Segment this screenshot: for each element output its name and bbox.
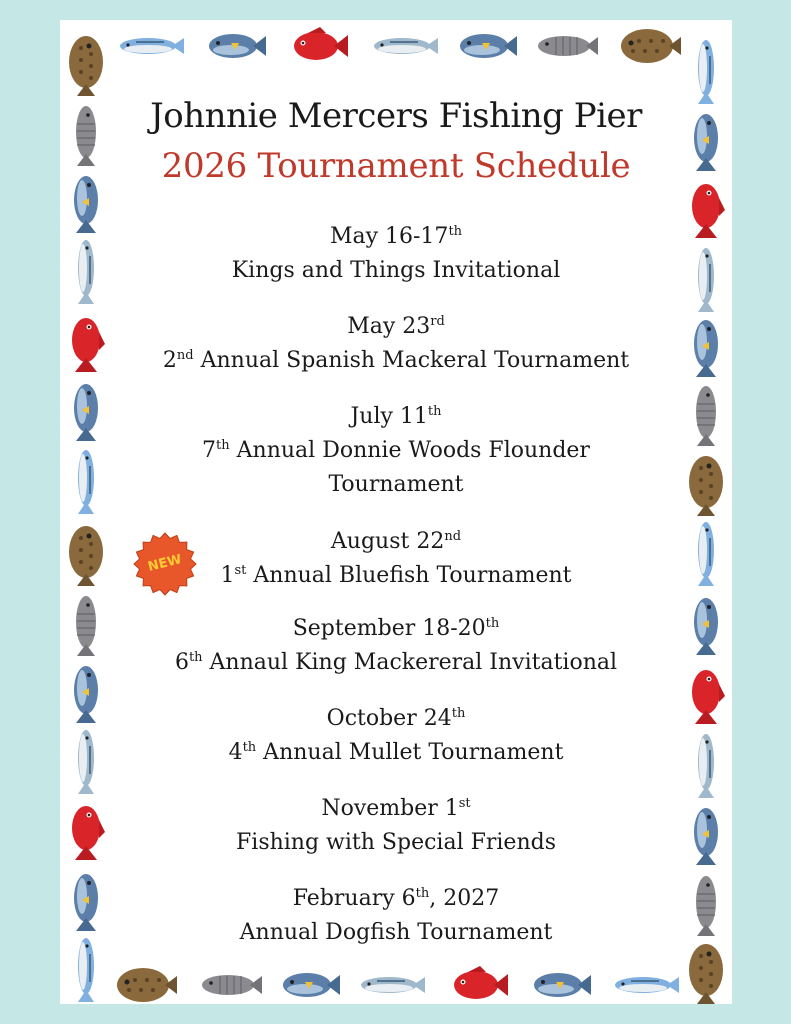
- page-subtitle: 2026 Tournament Schedule: [161, 146, 631, 186]
- mackerel-blue-fish-icon: [698, 40, 714, 104]
- event-item: [60, 612, 732, 680]
- flounder-fish-icon: [117, 968, 177, 1002]
- event-name: 2nd Annual Spanish Mackeral Tournament: [162, 348, 630, 373]
- event-item: [60, 702, 732, 770]
- event-name: 1st Annual Bluefish Tournament: [220, 563, 572, 588]
- red-snapper-fish-icon: [294, 27, 348, 60]
- event-date: September 18-20th: [292, 616, 500, 641]
- event-date: November 1st: [321, 796, 471, 821]
- bluefish-fish-icon: [460, 34, 517, 58]
- mackerel-blue-fish-icon: [615, 977, 679, 993]
- event-item: [60, 882, 732, 950]
- event-item: [60, 220, 732, 288]
- event-name: Tournament: [328, 472, 464, 497]
- flounder-fish-icon: [689, 944, 723, 1004]
- flounder-fish-icon: [621, 29, 681, 63]
- event-name: Fishing with Special Friends: [236, 830, 556, 855]
- new-badge-label: NEW: [146, 552, 184, 575]
- bluefish-fish-icon: [534, 973, 591, 997]
- event-name: Annual Dogfish Tournament: [239, 920, 553, 945]
- red-snapper-fish-icon: [454, 966, 508, 999]
- grey-fish-fish-icon: [202, 975, 262, 995]
- bluefish-fish-icon: [209, 34, 266, 58]
- event-date: October 24th: [326, 706, 466, 731]
- mackerel-blue-fish-icon: [120, 38, 184, 54]
- event-item: [60, 792, 732, 860]
- event-name: Kings and Things Invitational: [231, 258, 561, 283]
- mackerel-silver-fish-icon: [374, 38, 438, 54]
- grey-fish-fish-icon: [538, 36, 598, 56]
- flounder-fish-icon: [69, 36, 103, 96]
- event-name: 4th Annual Mullet Tournament: [228, 740, 564, 765]
- event-name: 7th Annual Donnie Woods Flounder: [202, 438, 590, 463]
- event-item: [60, 400, 732, 502]
- event-name: 6th Annaul King Mackereral Invitational: [174, 650, 618, 675]
- event-date: August 22nd: [330, 529, 462, 554]
- event-date: May 23rd: [347, 314, 445, 339]
- event-item: [60, 310, 732, 378]
- event-date: May 16-17th: [329, 224, 463, 249]
- mackerel-silver-fish-icon: [361, 977, 425, 993]
- event-date: July 11th: [350, 404, 442, 429]
- bluefish-fish-icon: [283, 973, 340, 997]
- page-title: Johnnie Mercers Fishing Pier: [150, 96, 642, 136]
- event-date: February 6th, 2027: [292, 886, 500, 911]
